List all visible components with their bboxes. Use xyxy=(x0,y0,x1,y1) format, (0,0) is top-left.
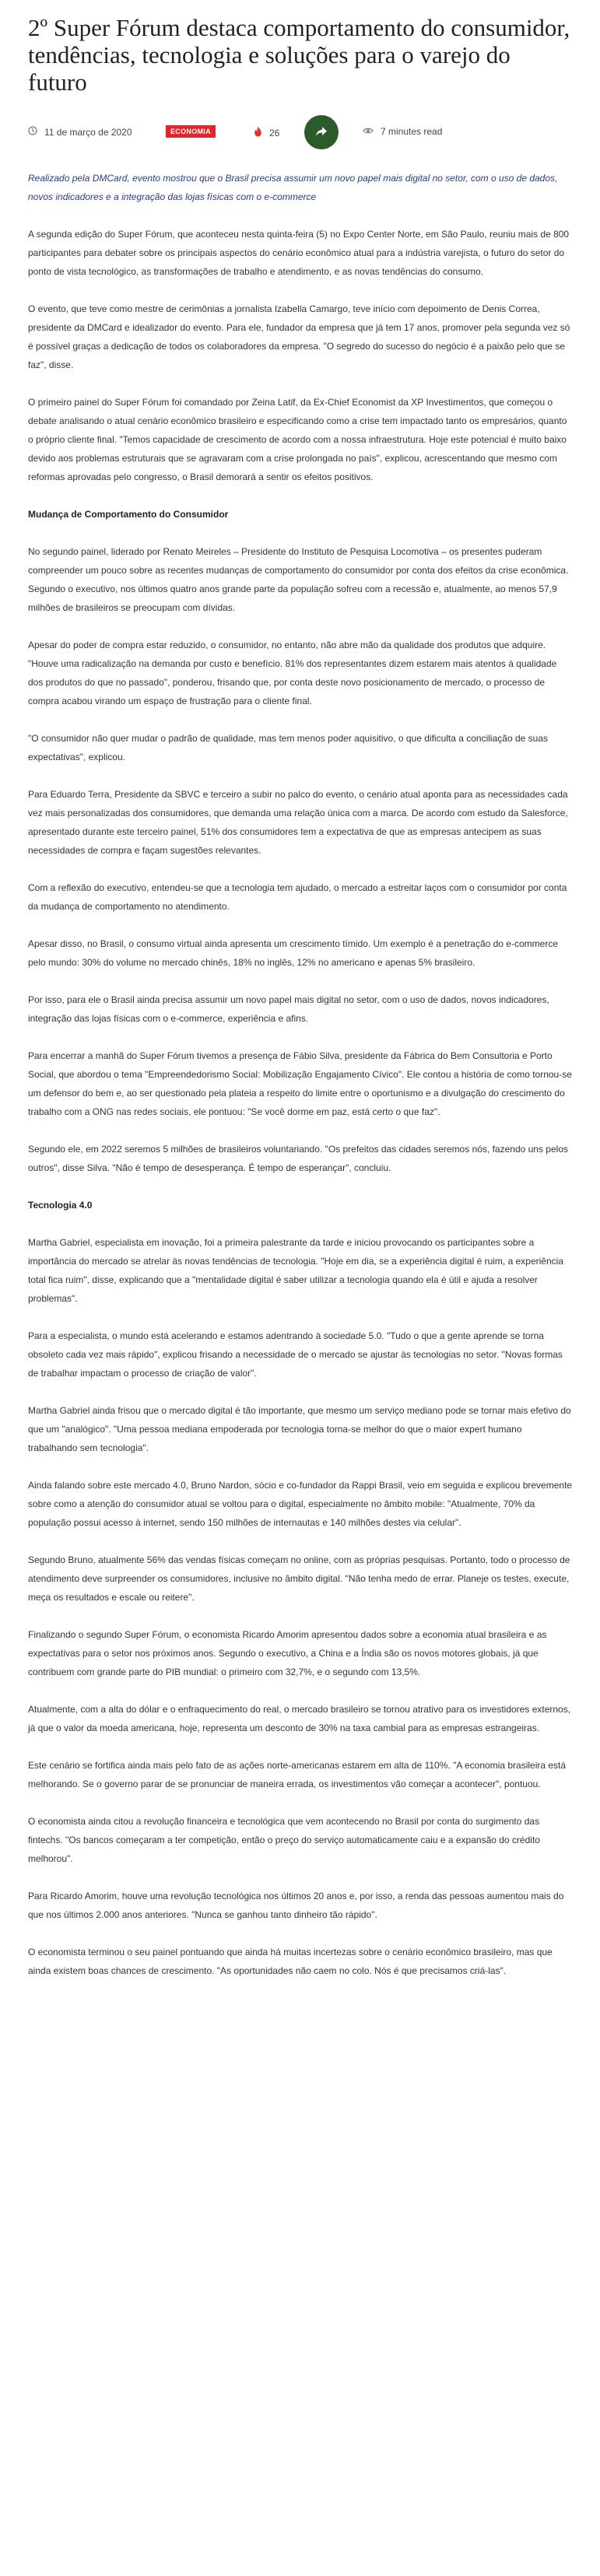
article-body xyxy=(28,225,573,1980)
section-heading: Tecnologia 4.0 xyxy=(28,1200,93,1211)
paragraph: Para Eduardo Terra, Presidente da SBVC e terceiro a subir no palco do evento, o cenário atual aponta para as necessidades cada vez mais personalizadas dos consumidores, que demanda uma relação única com a marca. De acordo com estudo da Salesforce, apresentado durante este terceiro painel, 51% dos consumidores tem a expectativa de que as empresas antecipem as suas necessidades de compra e façam sugestões relevantes. xyxy=(28,789,568,856)
paragraph: Martha Gabriel ainda frisou que o mercado digital é tão importante, que mesmo um serviço mediano pode se tornar mais efetivo do que um "analógico". "Uma pessoa mediana empoderada por tecnologia torna-se melhor do que o maior expert humano trabalhando sem tecnologia". xyxy=(28,1405,571,1453)
clock-icon xyxy=(28,126,37,138)
share-button-circle[interactable] xyxy=(304,115,339,149)
paragraph: Este cenário se fortifica ainda mais pelo fato de as ações norte-americanas estarem em alta de 110%. "A economia brasileira está melhorando. Se o governo parar de se pronunciar de maneira errada, os investimentos vão começar a acontecer", pontuou. xyxy=(28,1760,567,1789)
paragraph: Para Ricardo Amorim, houve uma revolução tecnológica nos últimos 20 anos e, por isso, a renda das pessoas aumentou mais do que nos últimos 2.000 anos anteriores. "Nunca se ganhou tanto dinheiro tão rápido". xyxy=(28,1891,564,1920)
share-button[interactable] xyxy=(304,115,339,149)
paragraph: Finalizando o segundo Super Fórum, o economista Ricardo Amorim apresentou dados sobre a economia atual brasileira e as expectativas para o setor nos próximos anos. Segundo o executivo, a China e a Índia são os novos motores globais, já que contribuem com grande parte do PIB mundial: o primeiro com 32,7%, e o segundo com 13,5%. xyxy=(28,1629,547,1677)
category-badge[interactable] xyxy=(166,125,216,138)
article-meta xyxy=(28,115,573,152)
article-lead: Realizado pela DMCard, evento mostrou que o Brasil precisa assumir um novo papel mais digital no setor, com o uso de dados, novos indicadores e a integração das lojas físicas com o e-commerce xyxy=(28,173,558,202)
category-label[interactable]: ECONOMIA xyxy=(166,125,216,138)
paragraph: Para a especialista, o mundo está acelerando e estamos adentrando à sociedade 5.0. "Tudo o que a gente aprende se torna obsoleto cada vez mais rápido", explicou frisando a necessidade de o mercado se ajustar às tecnologias no setor. "Novas formas de trabalhar impactam o processo de criação de valor". xyxy=(28,1330,563,1379)
paragraph: Apesar do poder de compra estar reduzido, o consumidor, no entanto, não abre mão da qualidade dos produtos que adquire. "Houve uma radicalização na demanda por custo e benefício. 81% dos representantes dizem estarem mais atentos à qualidade dos produtos do que no passado", ponderou, frisando que, por conta deste novo posicionamento de mercado, o processo de compra acabou virando um espaço de frustração para o cliente final. xyxy=(28,640,557,706)
post-date-text: 11 de março de 2020 xyxy=(44,126,132,138)
section-heading: Mudança de Comportamento do Consumidor xyxy=(28,509,229,520)
paragraph: Apesar disso, no Brasil, o consumo virtual ainda apresenta um crescimento tímido. Um exemplo é a penetração do e-commerce pelo mundo: 30% do volume no mercado chinês, 18% no inglês, 12% no americano e apenas 5% brasileiro. xyxy=(28,938,558,968)
post-date xyxy=(28,126,132,138)
paragraph: A segunda edição do Super Fórum, que aconteceu nesta quinta-feira (5) no Expo Center Norte, em São Paulo, reuniu mais de 800 participantes para debater sobre os principais aspectos do cenário econômico atual para a indústria varejista, o futuro do setor do ponto de vista tecnológico, as transformações de trabalho e atendimento, e as novas tendências do consumo. xyxy=(28,229,570,277)
article xyxy=(28,0,573,1980)
paragraph: O economista terminou o seu painel pontuando que ainda há muitas incertezas sobre o cenário econômico brasileiro, mas que ainda existem boas chances de crescimento. "As oportunidades não caem no colo. Nós é que precisamos criá-las". xyxy=(28,1947,553,1976)
paragraph: Com a reflexão do executivo, entendeu-se que a tecnologia tem ajudado, o mercado a estreitar laços com o consumidor por conta da mudança de comportamento no atendimento. xyxy=(28,882,567,912)
paragraph: Segundo ele, em 2022 seremos 5 milhões de brasileiros voluntariando. "Os prefeitos das cidades seremos nós, fazendo uns pelos outros", disse Silva. "Não é tempo de desesperança. É tempo de esperançar", concluiu. xyxy=(28,1144,568,1173)
eye-icon xyxy=(363,126,374,137)
paragraph: "O consumidor não quer mudar o padrão de qualidade, mas tem menos poder aquisitivo, o que dificulta a conciliação de suas expectativas", explicou. xyxy=(28,733,548,762)
likes-counter xyxy=(254,126,279,139)
paragraph: Para encerrar a manhã do Super Fórum tivemos a presença de Fábio Silva, presidente da Fábrica do Bem Consultoria e Porto Social, que abordou o tema "Empreendedorismo Social: Mobilização Engajamento Cívico". Ele contou a história de como tornou-se um defensor do bem e, ao ser questionado pela plateia a respeito do limite entre o oportunismo e a divulgação do crescimento do trabalho com a ONG nas redes sociais, ele pontuou: "Se você dorme em paz, está certo o que faz". xyxy=(28,1050,572,1117)
paragraph: No segundo painel, liderado por Renato Meireles – Presidente do Instituto de Pesquisa Locomotiva – os presentes puderam compreender um pouco sobre as recentes mudanças de comportamento do consumidor por conta dos efeitos da crise econômica. Segundo o executivo, nos últimos quatro anos grande parte da população sofreu com a recessão e, atualmente, ao menos 57,9 milhões de brasileiros se preocupam com dívidas. xyxy=(28,546,569,613)
paragraph: Segundo Bruno, atualmente 56% das vendas físicas começam no online, com as próprias pesquisas. Portanto, todo o processo de atendimento deve surpreender os consumidores, inclusive no âmbito digital. "Não tenha medo de errar. Planeje os testes, execute, meça os resultados e escale ou reitere". xyxy=(28,1554,570,1603)
paragraph: Por isso, para ele o Brasil ainda precisa assumir um novo papel mais digital no setor, com o uso de dados, novos indicadores, integração das lojas físicas com o e-commerce, experiência e afins. xyxy=(28,994,549,1024)
fire-icon xyxy=(254,126,262,139)
read-time-text: 7 minutes read xyxy=(381,126,443,137)
paragraph: O economista ainda citou a revolução financeira e tecnológica que vem acontecendo no Brasil por conta do surgimento das fintechs. "Os bancos começaram a ter competição, então o preço do serviço automaticamente caiu e a expansão do crédito melhorou". xyxy=(28,1816,540,1864)
paragraph: Ainda falando sobre este mercado 4.0, Bruno Nardon, sócio e co-fundador da Rappi Brasil, veio em seguida e explicou brevemente sobre como a atenção do consumidor atual se voltou para o digital, especialmente no âmbito mobile: "Atualmente, 70% da população possui acesso à internet, sendo 150 milhões de internautas e 140 milhões destes via celular". xyxy=(28,1480,573,1528)
article-title: 2º Super Fórum destaca comportamento do consumidor, tendências, tecnologia e soluções para o varejo do futuro xyxy=(28,14,570,96)
paragraph: O evento, que teve como mestre de cerimônias a jornalista Izabella Camargo, teve início com depoimento de Denis Correa, presidente da DMCard e idealizador do evento. Para ele, fundador da empresa que já tem 17 anos, promover pela segunda vez só é possível graças a dedicação de todos os colaboradores da empresa. "O segredo do sucesso do negócio é a paixão pelo que se faz", disse. xyxy=(28,303,570,370)
paragraph: Martha Gabriel, especialista em inovação, foi a primeira palestrante da tarde e iniciou provocando os participantes sobre a importância do mercado se atrelar às novas tendências de tecnologia. "Hoje em dia, se a experiência digital é ruim, a experiência total fica ruim", disse, explicando que a "mentalidade digital é saber utilizar a tecnologia quando ela é útil e ajuda a resolver problemas". xyxy=(28,1237,563,1304)
read-time xyxy=(363,126,442,137)
paragraph: O primeiro painel do Super Fórum foi comandado por Zeina Latif, da Ex-Chief Economist da XP Investimentos, que começou o debate analisando o atual cenário econômico brasileiro e especificando como a crise tem impactado tanto os empresários, quanto o próprio cliente final. "Temos capacidade de crescimento de acordo com a nossa infraestrutura. Hoje este potencial é muito baixo devido aos problemas estruturais que se agravaram com a crise prolongada no país", explicou, acrescentando que mesmo com reformas aprovadas pelo congresso, o Brasil demorará a sentir os efeitos positivos. xyxy=(28,397,567,482)
likes-count: 26 xyxy=(269,127,280,138)
paragraph: Atualmente, com a alta do dólar e o enfraquecimento do real, o mercado brasileiro se tornou atrativo para os investidores externos, já que o valor da moeda americana, hoje, representa um desconto de 30% na taxa cambial para as empresas estrangeiras. xyxy=(28,1704,571,1733)
share-arrow-icon xyxy=(315,126,328,139)
